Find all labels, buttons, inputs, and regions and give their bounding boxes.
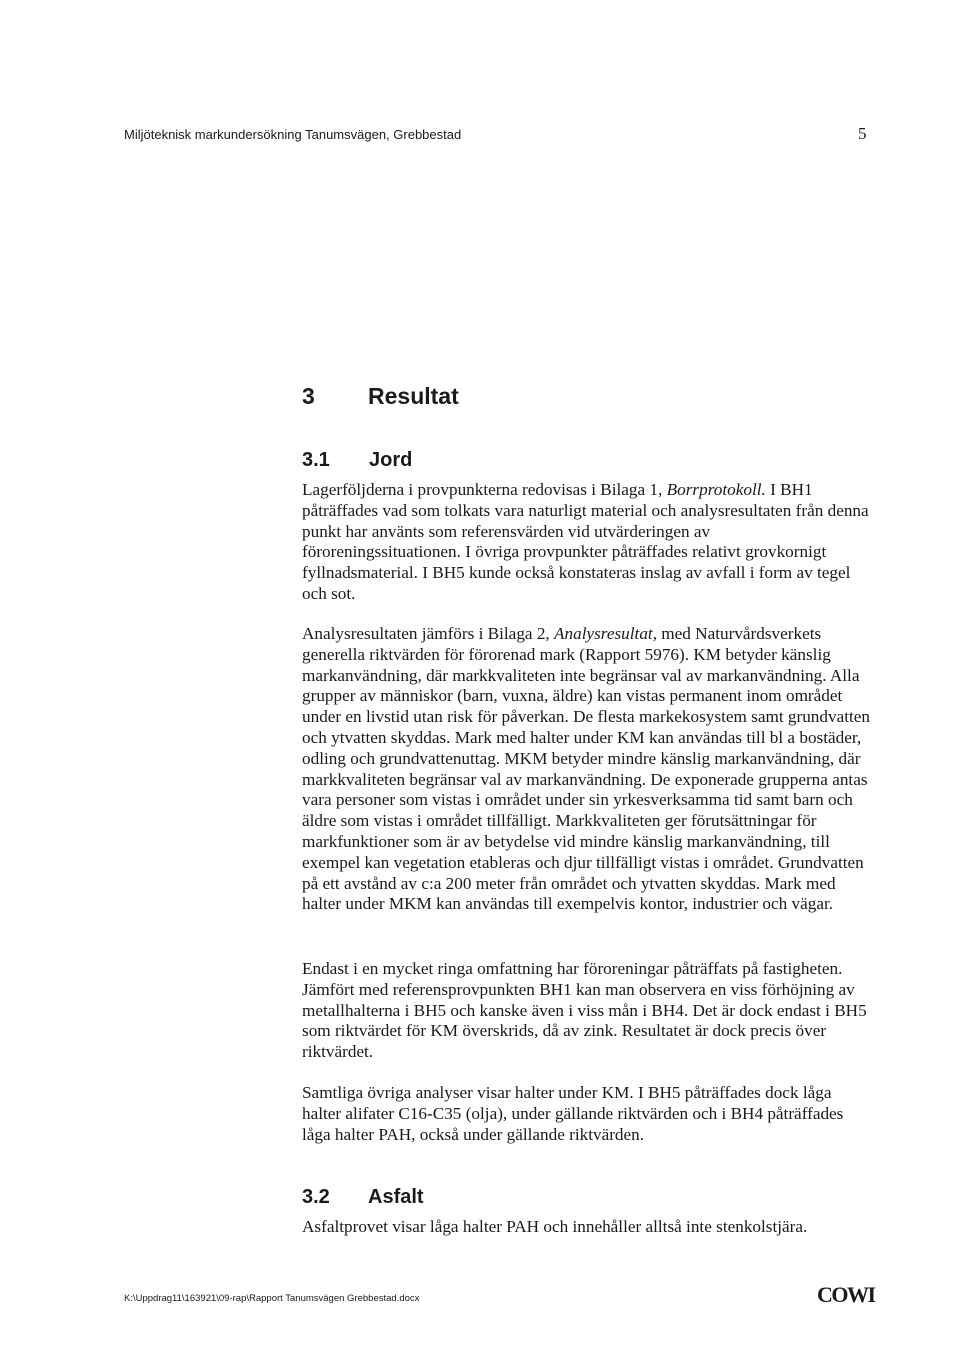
document-header-title: Miljöteknisk markundersökning Tanumsvägen, Grebbestad (124, 127, 462, 142)
paragraph-asfalt: Asfaltprovet visar låga halter PAH och innehåller alltså inte stenkolstjära. (302, 1217, 808, 1236)
cowi-logo: COWI (817, 1282, 875, 1307)
page-number: 5 (858, 124, 867, 143)
paragraph-fororeningar: Endast i en mycket ringa omfattning har föroreningar påträffats på fastigheten. Jämfört med referensprovpunkten BH1 kan man observera en viss förhöjning av metallhalterna i BH5 och kanske även i viss mån i BH4. Det är dock endast i BH5 som riktvärdet för KM överskrids, då av zink. Resultatet är dock precis över riktvärdet. (302, 959, 867, 1062)
paragraph-lagerfoljder (302, 480, 872, 605)
footer-file-path: K:\Uppdrag11\163921\09-rap\Rapport Tanumsvägen Grebbestad.docx (124, 1293, 420, 1304)
paragraph-text: I BH1 påträffades vad som tolkats vara naturligt material och analysresultaten från denna punkt har använts som referensvärden vid utvärderingen av föroreningssituationen. I övriga provpunkter påträffades relativt grovkornigt fyllnadsmaterial. I BH5 kunde också konstateras inslag av avfall i form av tegel och sot. (302, 480, 869, 603)
paragraph-text: Lagerföljderna i provpunkterna redovisas i Bilaga 1, (302, 480, 667, 499)
paragraph-ovriga-analyser: Samtliga övriga analyser visar halter under KM. I BH5 påträffades dock låga halter alifater C16-C35 (olja), under gällande riktvärden och i BH4 påträffades låga halter PAH, också under gällande riktvärden. (302, 1083, 844, 1144)
subsection-number: 3.2 (302, 1186, 330, 1208)
section-heading-resultat (302, 383, 902, 413)
subsection-number: 3.1 (302, 449, 330, 471)
paragraph-analysresultat (302, 624, 872, 915)
subsection-title: Asfalt (368, 1186, 424, 1208)
appendix-title-italic: Analysresultat, (554, 624, 657, 643)
paragraph-text: med Naturvårdsverkets generella riktvärden för förorenad mark (Rapport 5976). KM betyder känslig markanvändning, där markkvaliteten inte begränsar val av markanvändning. Alla grupper av människor (barn, vuxna, äldre) kan vistas permanent inom området under en livstid utan risk för påverkan. De flesta markekosystem samt grundvatten och ytvatten skyddas. Mark med halter under KM kan användas till bl a bostäder, odling och grundvattenuttag. MKM betyder mindre känslig markanvändning, där markkvaliteten begränsar val av markanvändning. De exponerade grupperna antas vara personer som vistas i området under sin yrkesverksamma tid samt barn och äldre som vistas i området tillfälligt. Markkvaliteten ger förutsättningar för markfunktioner som är av betydelse vid mindre känslig markanvändning, till exempel kan vegetation etableras och djur tillfälligt vistas i området. Grundvatten på ett avstånd av c:a 200 meter från området och ytvatten skyddas. Mark med halter under MKM kan användas till exempelvis kontor, industrier och vägar. (302, 624, 870, 914)
subsection-title: Jord (369, 449, 413, 471)
subsection-heading-asfalt (302, 1186, 902, 1212)
appendix-title-italic: Borrprotokoll. (666, 480, 766, 499)
paragraph-text: Analysresultaten jämförs i Bilaga 2, (302, 624, 555, 643)
section-number: 3 (302, 383, 315, 409)
section-title: Resultat (368, 383, 459, 409)
subsection-heading-jord (302, 449, 902, 475)
